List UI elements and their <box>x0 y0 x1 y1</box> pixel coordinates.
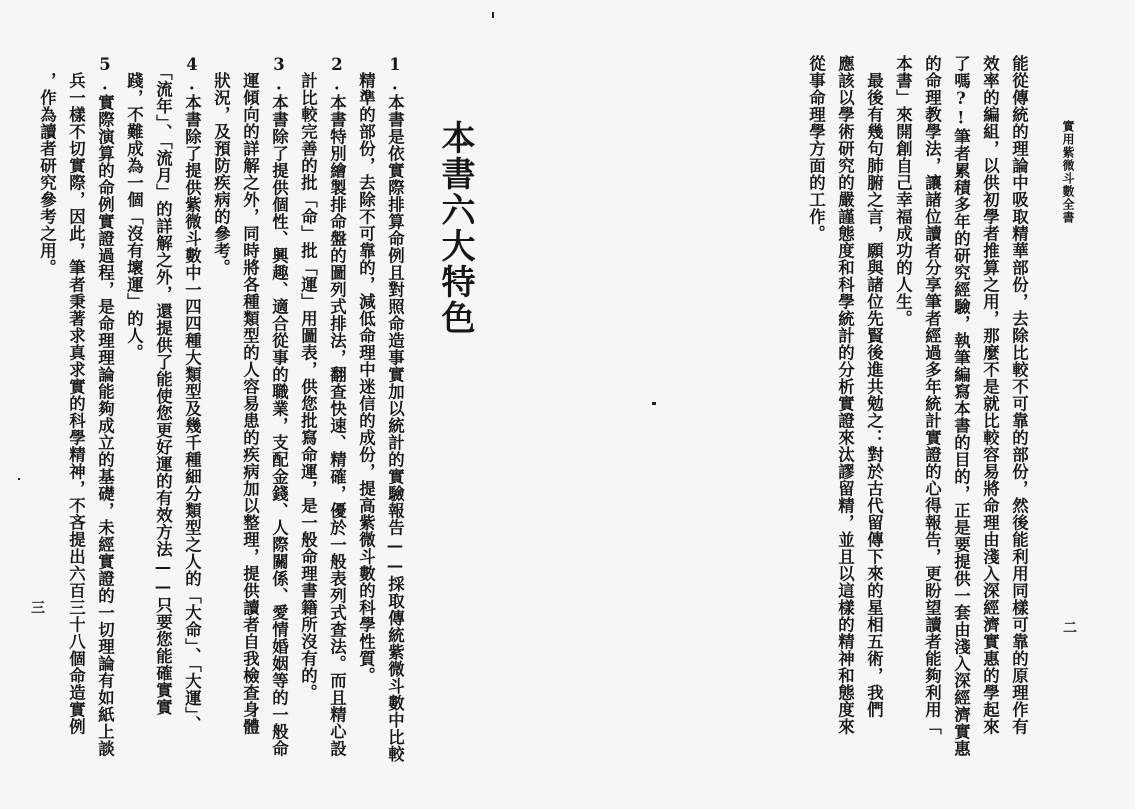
text-line: 踐，不難成為一個「沒有壞運」的人。 <box>124 55 144 361</box>
text-line: 3.本書除了提供個性、興趣、適合從事的職業，支配金錢、人際關係、愛情婚姻等的一般命 <box>269 55 289 758</box>
scan-speck <box>18 478 20 480</box>
page-number-left: 三 <box>29 600 45 614</box>
text-line: 從事命理學方面的工作。 <box>806 55 826 242</box>
text-line: 應該以學術研究的嚴謹態度和科學統計的分析實證來汰謬留精，並且以這樣的精神和態度來 <box>835 55 855 735</box>
text-line: 精準的部份，去除不可靠的，減低命理中迷信的成份，提高紫微斗數的科學性質。 <box>356 55 376 684</box>
text-line: 2.本書特別繪製排命盤的圖列式排法，翻查快速、精確，優於一般表列式查法。而且精心設 <box>327 55 347 758</box>
text-line: 效率的編組，以供初學者推算之用，那麼不是就比較容易將命理由淺入深經濟實惠的學起來 <box>980 55 1000 735</box>
text-line: 能從傳統的理論中吸取精華部份，去除比較不可靠的部份，然後能利用同樣可靠的原理作有 <box>1009 55 1029 735</box>
text-line: 兵一樣不切實際，因此，筆者秉著求真求實的科學精神，不吝提出六百三十八個命造實例 <box>66 55 86 735</box>
text-line: 計比較完善的批「命」批「運」用圖表，供您批寫命運，是一般命理書籍所沒有的。 <box>298 55 318 701</box>
text-line: 5.實際演算的命例實證過程，是命理理論能夠成立的基礎，未經實證的一切理論有如紙上談 <box>95 55 115 758</box>
text-line: 1.本書是依實際排算命例且對照命造事實加以統計的實驗報告——採取傳統紫微斗數中比較 <box>385 55 405 763</box>
section-title: 本書六大特色 <box>435 120 475 336</box>
text-line: 最後有幾句肺腑之言，願與諸位先賢後進共勉之：對於古代留傳下來的星相五術，我們 <box>864 55 884 718</box>
text-line: 運傾向的詳解之外，同時將各種類型的人容易患的疾病加以整理，提供讀者自我檢查身體 <box>240 55 260 735</box>
text-line: 狀況，及預防疾病的參考。 <box>211 55 231 276</box>
text-line: 「流年」、「流月」的詳解之外，還提供了能使您更好運的有效方法——只要您能確實實 <box>153 55 173 716</box>
page-number-right: 二 <box>1061 620 1077 634</box>
text-line: ，作為讀者研究參考之用。 <box>37 55 57 276</box>
text-line: 本書」來開創自己幸福成功的人生。 <box>893 55 913 327</box>
text-line: 了嗎?!筆者累積多年的研究經驗，執筆編寫本書的目的，正是要提供一套由淺入深經濟實惠 <box>951 55 971 758</box>
text-line: 的命理教學法，讓諸位讀者分享筆者經過多年統計實證的心得報告，更盼望讀者能夠利用「 <box>922 55 942 735</box>
running-head: 實用紫微斗數全書 <box>1061 120 1075 224</box>
text-line: 4.本書除了提供紫微斗數中一四四種大類型及幾千種細分類型之人的「大命」、「大運」、 <box>182 55 202 733</box>
scan-speck <box>652 402 656 405</box>
scan-speck <box>492 12 494 18</box>
